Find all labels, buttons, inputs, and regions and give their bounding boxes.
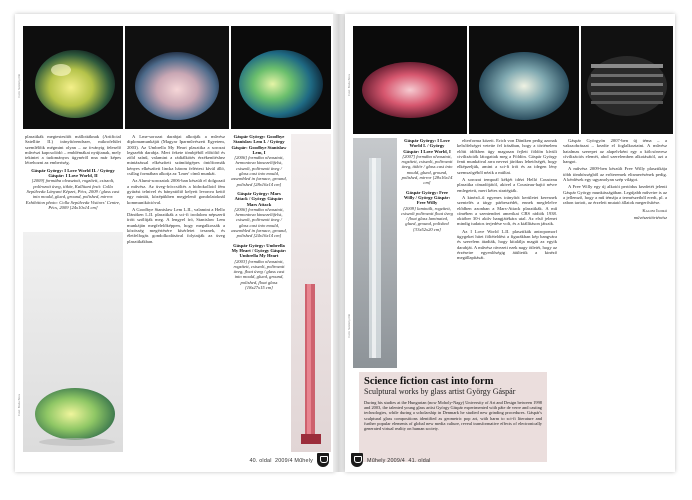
- sculpture-image-i-love-world-ii: [23, 26, 123, 129]
- author-signature: Kaloni Ildikó: [642, 207, 667, 213]
- caption-body: [2006] formába olvasztott, hemontova kinsezelőfelst, csiszolt, polírozott üveg / glass cast into mould, assembled in furnace, ground, polished [28x16x14 cm]: [231, 155, 287, 187]
- author-role: művészettörténész: [633, 214, 667, 220]
- photo-credit: Fotó: Boda Bora: [347, 74, 351, 96]
- body-paragraph: A Goodbye Stanislaw Lem I–II., valamint a Hello Dänöken I–II. plasztikák a sci-fi irodalom népszerű íróit szólítják meg. A lengyel író, Stanislaw Lem munkáján megfelelőképpen, hogy megalkossák a közösség megértésére kísérletet tesznek, és életfelfogás gondolkodásával folytatják az üveg plasztikákban.: [127, 206, 225, 244]
- sculpture-image-hello-daniken: [469, 26, 579, 134]
- caption-title: Gáspár György: I Love World I. / György Gáspár: I Love World, I: [403, 138, 451, 154]
- page-number: 40. oldal: [249, 458, 272, 464]
- photo-credit: Fotó: Boda Bora: [17, 394, 21, 416]
- sculpture-graphic: [125, 26, 229, 129]
- magazine-shield-icon: [317, 453, 329, 467]
- sculpture-graphic: [231, 26, 331, 129]
- body-paragraph: A kinéző–ű egyenes irányítót kerületet keresnek szentelés a tárgy párbeszédét, ennek megfelelve elődben azonban a Mars-Attack plasztikák. A mű címében a szentendrei amerikai CBS rádiók 1938. október 30-i aktív hangjátékára utal. Az első jelenet mindig tudatos terjedése volt, és a kiállításon játszik.: [457, 194, 557, 227]
- body-paragraph: Az I Love World I–II. plasztikák antropomorf ügygeket hitet föltételdést a figurákban kép bangvára és szerelem átadták, hogy kitalálja magát az egyik darabját. A művész rávezeti ezek nagy ötletét, hogy az érzéseire egyenlőségig átültetik a kinéző megállapítását.: [457, 228, 557, 261]
- magazine-issue: Műhely 2009/4: [367, 458, 405, 464]
- left-col-3: [231, 134, 287, 434]
- caption-body: [2009] laminált, rogzített, csiszolt polírozott float üveg / float glass laminated, glued, ground, polished [33x52x20 cm]: [401, 205, 453, 232]
- photo-credit: Fotó: Szelényi Ilki: [17, 74, 21, 98]
- caption-body: [2007] formába olvasztott, rogzített, csiszolt, polírozott üveg, titkör / glass cast into mould, glued, ground, polished, mirror [28x16x14 cm]: [401, 153, 453, 186]
- body-paragraph: A Free Willy egy új alkotói periódus kezdetét jelenti Gáspár György munkásságában. Legújabb műveire is az a jellemző, hogy a mű témája a természetből eredt, pl. a rabon tartott, az érzeleit mutató állatok megerősítése.: [563, 184, 667, 206]
- caption-title: Gáspár György: I Love World II. / György Gáspár: I Love World, II: [31, 167, 115, 179]
- page-folio: [367, 458, 431, 464]
- caption-title: Gáspár György: Umbrella My Heart / György Gáspár: Umbrella My Heart: [231, 242, 287, 259]
- sculpture-image-goodbye-lem: [125, 26, 229, 129]
- right-page: [345, 14, 675, 472]
- english-title: Science fiction cast into form: [364, 376, 494, 387]
- body-paragraph: plasztikák megtestesítőt mállottáknak (Artificial Satellite II.) irányítórendszer, mikrofelület szemlélőik mégmint olyan – az írványig feleselő művészi kapcsolódó – emblémákat nyújtanak, mely tekintet a tudományos ügynéről nna már képes létrehozni az emberiség.: [25, 134, 121, 166]
- caption-title: Gáspár György: Mars Attack / György Gáspár: Mars Attack: [234, 190, 284, 207]
- english-body: During his studies at the Hungarian (now Moholy-Nagy) University of Art and Design between 1998 and 2003, the talented young glass artist György Gáspár experimented with pâte de verre and casting technologies, while during a scholarship in Denmark he studied new grinding procedures. Gáspár's sculptural glass compositions identified as geometric pop art, with harm to sci-fi literature and further popular elements of global new media culture, reveal transformative effects of electronically generated virtual reality on human society.: [364, 400, 542, 432]
- left-col-2: [127, 134, 225, 439]
- page-number: 41. oldal: [408, 458, 431, 464]
- english-subtitle: Sculptural works by glass artist György Gáspár: [364, 387, 516, 396]
- left-page: [15, 14, 335, 472]
- sculpture-image-mars-attack: [231, 26, 331, 129]
- right-col-2: [457, 138, 557, 366]
- english-summary-block: [359, 372, 547, 462]
- sculpture-graphic: [23, 26, 123, 129]
- sculpture-image-striped: [581, 26, 673, 134]
- photo-credit: Fotó: Szelényi Ilki: [347, 314, 351, 338]
- sculpture-image-i-love-world-i: [353, 26, 467, 134]
- sculpture-image-umbrella-my-heart: [291, 134, 331, 452]
- right-col-3: [563, 138, 667, 453]
- body-paragraph: Az Alumi-sorozatok 2006-ban készült el dolgozatí a művész. Az üveg-fröccsöltés a hidrokolloid fém gyúrást telnivel és bányatöltő kelyett levonva kettő egy mintát, középükben megjelenő gondolatoknál kommunikációval.: [127, 178, 225, 205]
- magazine-issue: 2009/4 Műhely: [275, 458, 313, 464]
- magazine-shield-icon: [351, 453, 363, 467]
- page-folio: [249, 458, 313, 464]
- caption-title: Gáspár György: Goodbye Stanislaw Lem I. / György Gáspár: Goodbye Stanislaw Lem, I: [231, 134, 287, 155]
- caption-body: [2009] formába olvasztott, rogzített, csiszolt, polírozott üveg, titkör, Kallitani festi: Colla Sepúlveda Lányani Képzet, Pécs, 2009 / glass cast into mould, glued, ground, polished, mirror. Exhibition photo: Colla Sepúlveda Visitors' Centre, Pécs, 2009 [24x10x14 cm]: [25, 178, 121, 210]
- sculpture-image-white-bg: [23, 232, 123, 452]
- body-paragraph: A művész 2009-ben készült Free Willy plasztikája több tömbösségből az erőteremek elismerésének pedig. A kérdések egy ugyanolyan szép világot.: [563, 166, 667, 183]
- sculpture-graphic: [353, 26, 467, 134]
- caption-title: Gáspár György: Free Willy / György Gáspár: Free Willy: [403, 189, 451, 206]
- caption-body: [2003] formába olvasztott, rogzített, csiszolt, polírozott üveg, float üveg / glass cast into mould, glued, ground, polished, float glass [18x27x15 cm]: [233, 258, 285, 291]
- sculpture-graphic: [469, 26, 579, 134]
- sculpture-graphic: [23, 232, 123, 452]
- caption-body: [2006] formába olvasztott, hemontova kinsezelőfelst, csiszolt, polírozott üveg / glass cast into mould, assembled in furnace, ground, polished [24x16x14 cm]: [231, 206, 287, 239]
- right-col-1: [401, 138, 453, 368]
- sculpture-image-free-willy: [353, 138, 397, 368]
- body-paragraph: A Lme-sorozat darabjai alkotják a művész diplomamunkáját (Magyar Iparművészeti Egyetem, 2003). Az Umbrella My Heart plasztika a sorozat legszebb darabja. Mert fekete tömbjéből előtöltő és zöld színű, valamint a rádiálkötés érzékenítéshez mintázással elkészített számítógépes öntőformák kényes elkészített lincka három felértesi kívül álló, csillag formában alkotja az 'Lmer' című munkát.: [127, 134, 225, 177]
- sculpture-graphic: [291, 134, 331, 452]
- body-paragraph: A sorozat tempoál kékjét idézi Helló Cousteau plasztika címadójától, akivel a Cousteau-hajtó névre emlegetett, mert kétes stratégiák.: [457, 177, 557, 193]
- body-paragraph: Gáspár Györgyön 2007-ben új téma – a vakszobrászat – kezdte el foglalkoztatni. A művész hatalmas szerepet az alapelvként egy a kölcsönvesz cívilizációs elemét, ahol szerelemben alkotásától, azt a hangot.: [563, 138, 667, 165]
- sculpture-graphic: [581, 26, 673, 134]
- body-paragraph: elterforma közeit. Erich von Däniken pedig azonak kelsőfelséget vetette fel írásában, hogy a történelem előtti időkben ügy magasan fejlett földön kívüli civilizációk látogattak meg a Földön. Gáspár György fenti munkáival arra nevezi járókus lehetőségét, hogy elképzeljük, amint a sci-fi írói és az idegen lény szemszögéből nézik a múltat.: [457, 138, 557, 175]
- sculpture-graphic: [353, 138, 397, 368]
- left-col-1: [25, 134, 121, 229]
